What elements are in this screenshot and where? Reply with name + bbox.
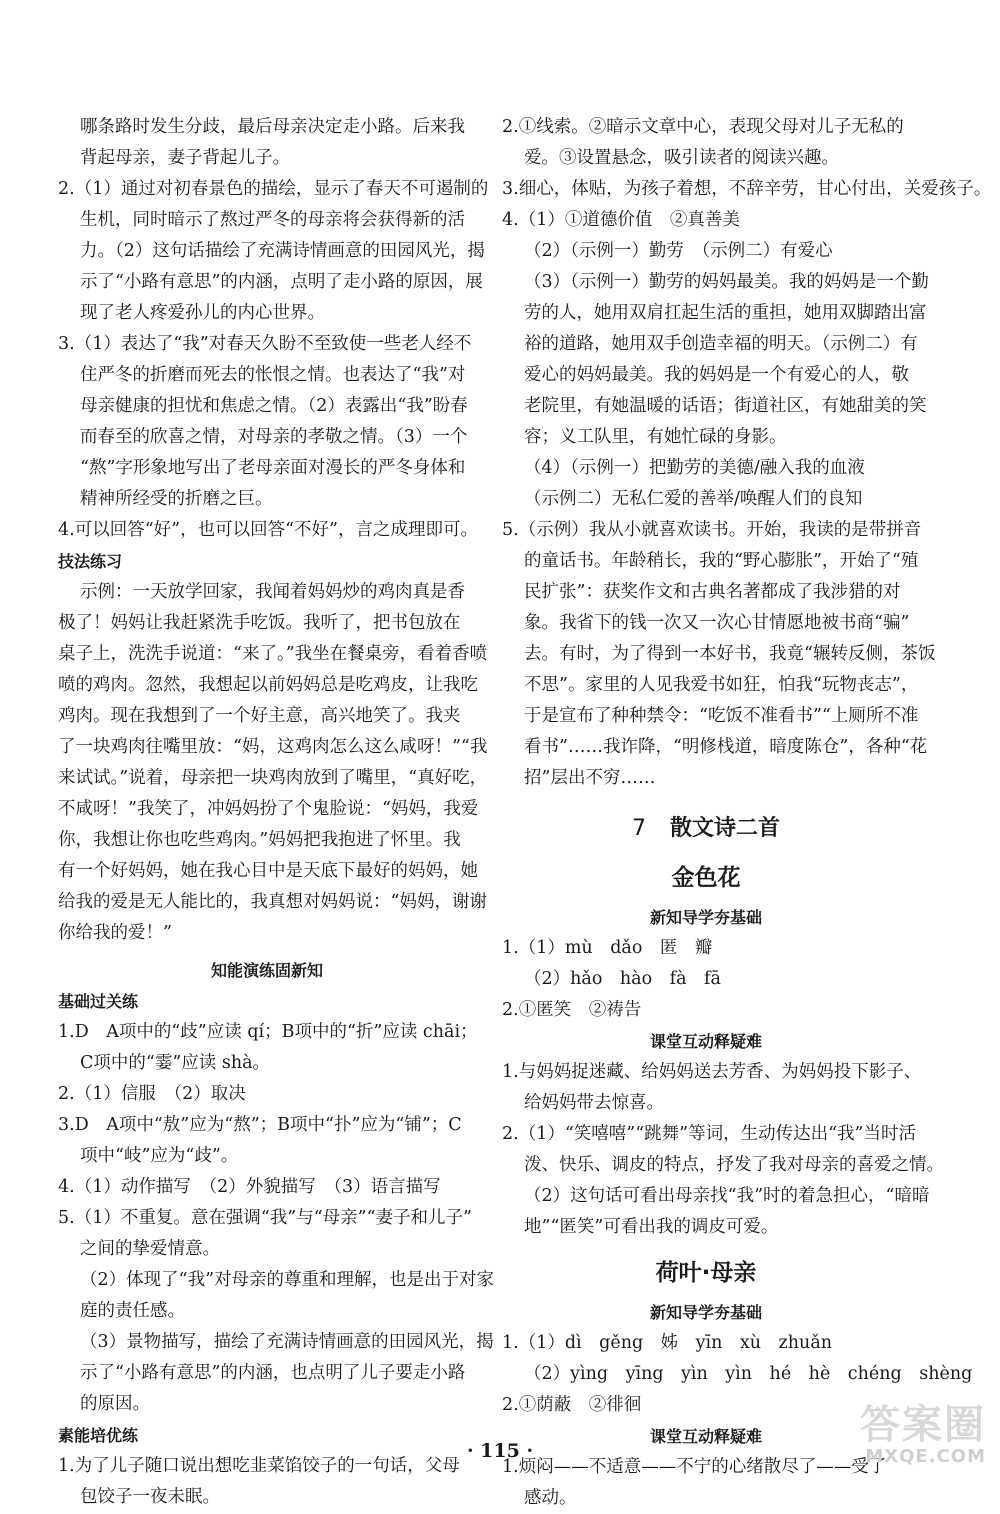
text-line: 2.（1）通过对初春景色的描绘，显示了春天不可遏制的	[58, 179, 489, 199]
poem-title-heye: 荷叶·母亲	[655, 1260, 757, 1286]
text-line: 桌子上，洗洗手说道：“来了。”我坐在餐桌旁，看着香喷	[58, 644, 488, 664]
text-line: 招”层出不穷……	[524, 768, 656, 788]
text-line: 1.D A项中的“歧”应读 qí；B项中的“折”应读 chāi；	[58, 1022, 478, 1042]
text-line: 的原因。	[80, 1394, 150, 1414]
text-line: 泼、快乐、调皮的特点，抒发了我对母亲的喜爱之情。	[524, 1155, 944, 1175]
text-line: 了一块鸡肉往嘴里放：“妈，这鸡肉怎么这么咸呀！”“我	[58, 737, 488, 757]
text-line: 力。（2）这句话描绘了充满诗情画意的田园风光，揭	[80, 241, 485, 261]
section-heading-jichu: 基础过关练	[58, 992, 139, 1011]
text-line: 精神所经受的折磨之巨。	[80, 489, 273, 509]
text-line: 2.①匿笑 ②祷告	[502, 1000, 642, 1020]
text-line: 民扩张”：获奖作文和古典名著都成了我涉猎的对	[524, 582, 901, 602]
watermark-text: 答案圈	[860, 1402, 986, 1448]
text-line: 4.可以回答“好”，也可以回答“不好”，言之成理即可。	[58, 520, 478, 540]
answer-block-basic	[58, 1017, 495, 1420]
text-line: 于是宣布了种种禁令：“吃饭不准看书”“上厕所不准	[524, 706, 919, 726]
text-line: 庭的责任感。	[80, 1301, 185, 1321]
subheading-ketang-2: 课堂互动释疑难	[649, 1427, 762, 1446]
text-line: 爱心的妈妈最美。我的妈妈是一个有爱心的人，敬	[524, 365, 909, 385]
text-line: 生机，同时暗示了熬过严冬的母亲将会获得新的活	[80, 210, 465, 230]
text-line: 地”“匿笑”可看出我的调皮可爱。	[524, 1217, 779, 1237]
text-line: 裕的道路，她用双手创造幸福的明天。（示例二）有	[524, 334, 918, 354]
text-line: 1.烦闷——不适意——不宁的心绪散尽了——受了	[502, 1457, 887, 1477]
text-line: （2）yìng yīng yìn yìn hé hè chéng shèng	[524, 1364, 973, 1384]
section-heading-suneng: 素能培优练	[58, 1426, 139, 1445]
text-line: 给我的爱是无人能比的，我真想对妈妈说：“妈妈，谢谢	[58, 892, 487, 912]
text-line: （2）体现了“我”对母亲的尊重和理解，也是出于对家	[80, 1270, 495, 1290]
watermark-logo	[816, 1403, 986, 1473]
text-line: （2）hǎo hào fà fā	[524, 969, 721, 989]
text-line: （4）（示例一）把勤劳的美德/融入我的血液	[524, 458, 865, 478]
text-line: 2.（1）“笑嘻嘻”“跳舞”等词，生动传达出“我”当时活	[502, 1124, 917, 1144]
text-line: 看书”……我诈降，“明修栈道，暗度陈仓”，各种“花	[524, 737, 928, 757]
text-line: （2）（示例一）勤劳 （示例二）有爱心	[524, 241, 833, 261]
text-line: 5.（示例）我从小就喜欢读书。开始，我读的是带拼音	[502, 520, 922, 540]
text-line: 给妈妈带去惊喜。	[524, 1093, 664, 1113]
text-line: 现了老人疼爱孙儿的内心世界。	[80, 303, 325, 323]
text-line: 2.①荫蔽 ②徘徊	[502, 1395, 642, 1415]
text-line: 老院里，有她温暖的话语；街道社区，有她甜美的笑	[524, 396, 927, 416]
text-line: 4.（1）动作描写 （2）外貌描写 （3）语言描写	[58, 1177, 441, 1197]
text-line: 你，我想让你也吃些鸡肉。”妈妈把我抱进了怀里。我	[58, 830, 461, 850]
text-line: 不咸呀！”我笑了，冲妈妈扮了个鬼脸说：“妈妈，我爱	[58, 799, 479, 819]
text-line: 1.为了儿子随口说出想吃韭菜馅饺子的一句话，父母	[58, 1456, 460, 1476]
answer-block-right-1	[502, 112, 992, 794]
text-line: 3.细心，体贴，为孩子着想，不辞辛劳，甘心付出，关爱孩子。	[502, 179, 992, 199]
section-heading-jifa: 技法练习	[58, 552, 123, 571]
text-line: 不思”。家里的人见我爱书如狂，怕我“玩物丧志”，	[524, 675, 919, 695]
text-line: 喷的鸡肉。忽然，我想起以前妈妈总是吃鸡皮，让我吃	[58, 675, 478, 695]
text-line: 感动。	[524, 1488, 577, 1508]
text-line: 1.（1）dì gěng 姊 yīn xù zhuǎn	[502, 1333, 833, 1353]
text-line: 有一个好妈妈，她在我心目中是天底下最好的妈妈，她	[58, 861, 478, 881]
answer-block-poem1-xinzhi	[502, 933, 910, 1026]
subheading-ketang-1: 课堂互动释疑难	[649, 1032, 762, 1051]
chapter-title: 散文诗二首	[669, 816, 780, 841]
subheading-xinzhi-2: 新知导学夯基础	[649, 1303, 762, 1322]
text-line: （2）这句话可看出母亲找“我”时的着急担心，“暗暗	[524, 1186, 930, 1206]
text-line: 示了“小路有意思”的内涵，也点明了儿子要走小路	[80, 1363, 466, 1383]
text-line: “熬”字形象地写出了老母亲面对漫长的严冬身体和	[80, 458, 466, 478]
page-number: · 115 ·	[466, 1440, 534, 1462]
text-line: 示了“小路有意思”的内涵，点明了走小路的原因，展	[80, 272, 483, 292]
text-line: C项中的“霎”应读 shà。	[80, 1053, 271, 1073]
text-line: 包饺子一夜未眠。	[80, 1487, 220, 1507]
text-line: 你给我的爱！”	[58, 923, 172, 943]
text-line: 而春至的欣喜之情，对母亲的孝敬之情。（3）一个	[80, 427, 468, 447]
chapter-heading	[502, 804, 910, 854]
text-line: 母亲健康的担忧和焦虑之情。（2）表露出“我”盼春	[80, 396, 468, 416]
text-line: 的童话书。年龄稍长，我的“野心膨胀”，开始了“殖	[524, 551, 919, 571]
text-line: 项中“岐”应为“歧”。	[80, 1146, 239, 1166]
text-line: 劳的人，她用双肩扛起生活的重担，她用双脚踏出富	[524, 303, 927, 323]
text-line: 2.（1）信服 （2）取决	[58, 1084, 246, 1104]
text-line: 示例：一天放学回家，我闻着妈妈炒的鸡肉真是香	[80, 582, 465, 602]
subheading-xinzhi-1: 新知导学夯基础	[649, 908, 762, 927]
chapter-number: 7	[631, 816, 646, 841]
answer-block-poem1-ketang	[502, 1057, 944, 1243]
text-line: 极了！妈妈让我赶紧洗手吃饭。我听了，把书包放在	[58, 613, 461, 633]
poem-title-jinsehua: 金色花	[671, 865, 741, 891]
text-line: 来试试。”说着，母亲把一块鸡肉放到了嘴里，“真好吃，	[58, 768, 488, 788]
text-line: 之间的挚爱情意。	[80, 1239, 220, 1259]
text-line: 去。有时，为了得到一本好书，我竟“辗转反侧，茶饭	[524, 644, 936, 664]
text-line: 住严冬的折磨而死去的怅恨之情。也表达了“我”对	[80, 365, 466, 385]
example-essay	[58, 577, 488, 949]
text-line: 1.（1）mù dǎo 匿 瓣	[502, 938, 713, 958]
text-line: 3.（1）表达了“我”对春天久盼不至致使一些老人经不	[58, 334, 472, 354]
text-line: 5.（1）不重复。意在强调“我”与“母亲”“妻子和儿子”	[58, 1208, 473, 1228]
text-line: 爱。③设置悬念，吸引读者的阅读兴趣。	[524, 148, 839, 168]
text-line: 哪条路时发生分歧，最后母亲决定走小路。后来我	[80, 117, 465, 137]
text-line: （3）景物描写，描绘了充满诗情画意的田园风光，揭	[80, 1332, 494, 1352]
text-line: 象。我省下的钱一次又一次心甘情愿地被书商“骗”	[524, 613, 910, 633]
answer-block-1	[58, 112, 489, 546]
watermark-url: MXQE.COM	[865, 1446, 986, 1467]
left-column	[58, 112, 495, 1513]
text-line: （示例二）无私仁爱的善举/唤醒人们的良知	[524, 489, 863, 509]
text-line: 鸡肉。现在我想到了一个好主意，高兴地笑了。我夹	[58, 706, 461, 726]
text-line: 2.①线索。②暗示文章中心，表现父母对儿子无私的	[502, 117, 904, 137]
text-line: 3.D A项中“敖”应为“熬”；B项中“扑”应为“铺”；C	[58, 1115, 462, 1135]
text-line: 1.与妈妈捉迷藏、给妈妈送去芳香、为妈妈投下影子、	[502, 1062, 922, 1082]
text-line: 4.（1）①道德价值 ②真善美	[502, 210, 740, 230]
section-heading-zhineng: 知能演练固新知	[210, 961, 323, 980]
text-line: 容；义工队里，有她忙碌的身影。	[524, 427, 787, 447]
text-line: （3）（示例一）勤劳的妈妈最美。我的妈妈是一个勤	[524, 272, 929, 292]
text-line: 背起母亲，妻子背起儿子。	[80, 148, 290, 168]
